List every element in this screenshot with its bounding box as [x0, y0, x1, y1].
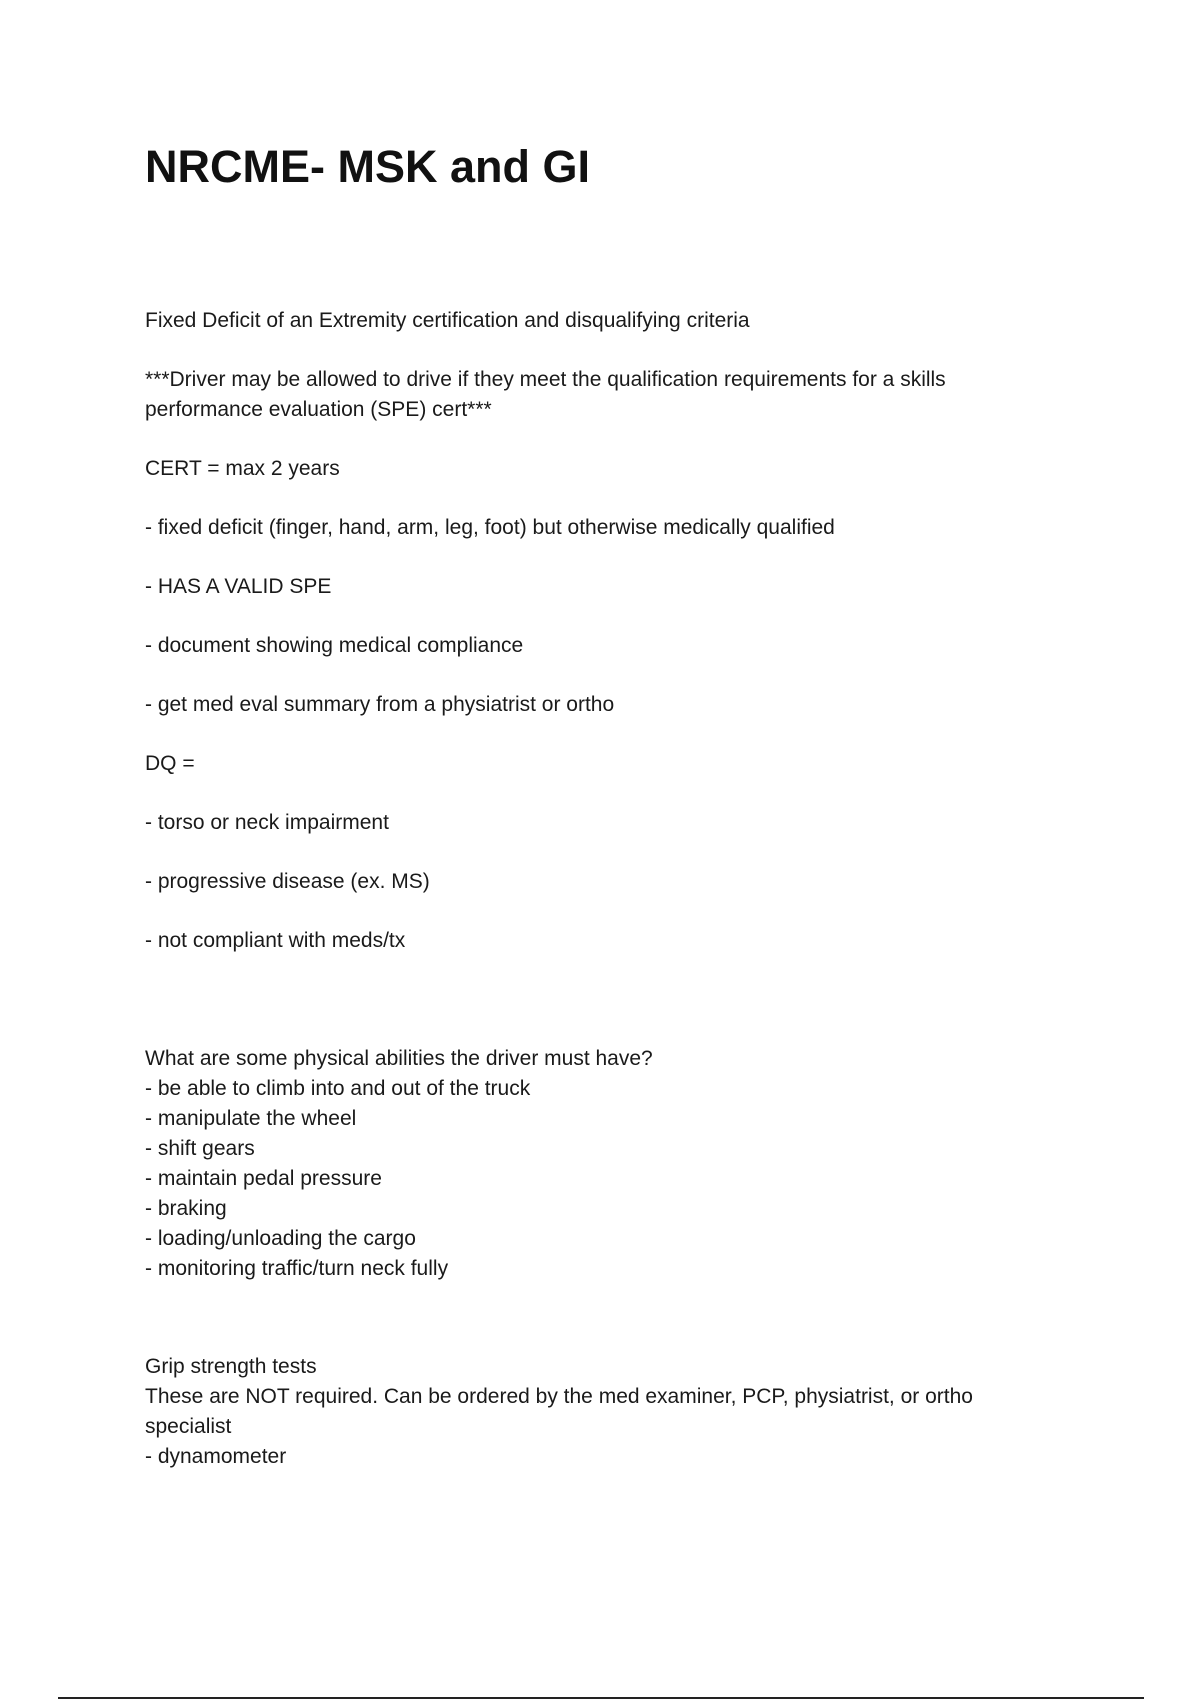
dq-label: DQ =: [145, 752, 195, 775]
dq-item: - progressive disease (ex. MS): [145, 870, 430, 893]
page-bottom-rule: [58, 1697, 1144, 1699]
ability-item: - manipulate the wheel: [145, 1107, 357, 1130]
ability-item: - monitoring traffic/turn neck fully: [145, 1257, 449, 1280]
ability-item: - loading/unloading the cargo: [145, 1227, 416, 1250]
ability-item: - shift gears: [145, 1137, 255, 1160]
dq-item: - not compliant with meds/tx: [145, 929, 406, 952]
document-body: [145, 306, 1045, 1540]
grip-strength-item: - dynamometer: [145, 1445, 287, 1468]
cert-item: - fixed deficit (finger, hand, arm, leg, foot) but otherwise medically qualified: [145, 516, 835, 539]
ability-item: - maintain pedal pressure: [145, 1167, 382, 1190]
ability-item: - be able to climb into and out of the truck: [145, 1077, 531, 1100]
dq-item: - torso or neck impairment: [145, 811, 389, 834]
grip-strength-heading: Grip strength tests: [145, 1355, 317, 1378]
cert-label: CERT = max 2 years: [145, 457, 340, 480]
cert-item: - document showing medical compliance: [145, 634, 524, 657]
spe-note: ***Driver may be allowed to drive if they meet the qualification requirements for a skills performance evaluation (SPE) cert***: [145, 368, 946, 421]
grip-strength-block: [145, 1352, 1045, 1472]
section-heading-fixed-deficit: Fixed Deficit of an Extremity certification and disqualifying criteria: [145, 309, 750, 332]
cert-item: - get med eval summary from a physiatrist or ortho: [145, 693, 615, 716]
physical-abilities-block: [145, 1044, 1045, 1284]
cert-item: - HAS A VALID SPE: [145, 575, 332, 598]
physical-abilities-question: What are some physical abilities the driver must have?: [145, 1047, 653, 1070]
grip-strength-text: These are NOT required. Can be ordered by the med examiner, PCP, physiatrist, or ortho specialist: [145, 1385, 973, 1438]
page-title: NRCME- MSK and GI: [145, 141, 590, 192]
ability-item: - braking: [145, 1197, 227, 1220]
